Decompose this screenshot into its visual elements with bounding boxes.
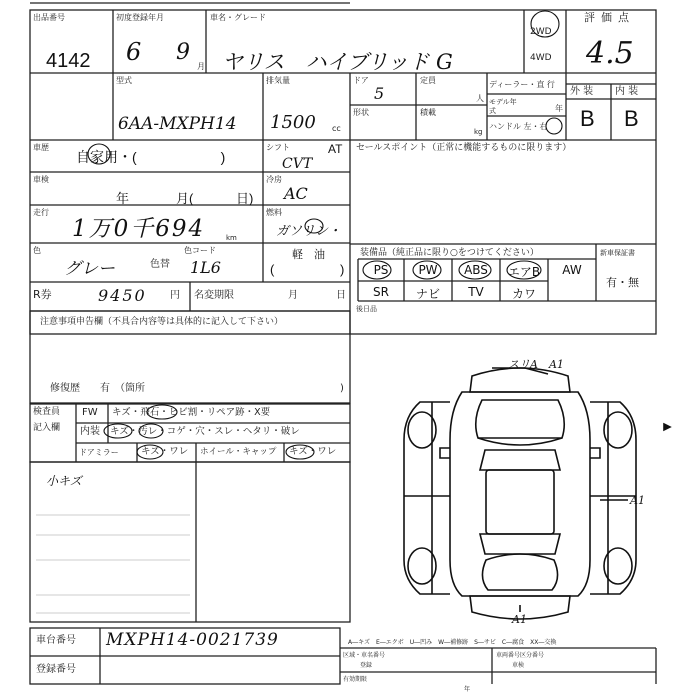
dealer-label: ディーラー・直 行 (489, 80, 555, 89)
yen-unit: 円 (170, 290, 180, 301)
recycle-value: 9450 (98, 286, 147, 305)
car-name: ヤリス ハイブリッド G (222, 50, 453, 74)
door-label: ドア (353, 76, 369, 85)
interior-label: 内 装 (615, 86, 639, 97)
shift-label: シフト (266, 143, 290, 152)
drive-4wd: 4WD (530, 53, 552, 63)
usage-value: 自家用・( ) (76, 149, 226, 165)
model-year-label: モデル年式 (489, 98, 517, 115)
km-unit: km (226, 234, 237, 242)
inspection-year-text: 年 (116, 191, 130, 206)
registration-number-label: 登録番号 (36, 664, 76, 675)
mileage-label: 走行 (33, 208, 49, 217)
footer-small-5: 有効期限 (343, 676, 368, 683)
exterior-grade: B (580, 106, 595, 131)
selling-points-label: セールスポイント（正常に機能するものに限ります） (356, 143, 572, 153)
first-registration-label: 初度登録年月 (116, 13, 164, 22)
inspection-label: 車検 (33, 175, 49, 184)
inspection-month-text: 月( (176, 191, 194, 206)
lot-number: 4142 (46, 50, 91, 72)
capacity-label: 定員 (420, 76, 436, 85)
inspector-mirror-head: ドアミラー (79, 448, 119, 457)
diagram-legend: A―キズ E―エクボ U―凹み W―補修跡 S―サビ C―腐食 XX―交換 (348, 639, 557, 646)
load-label: 積載 (420, 108, 436, 117)
equipment-label: 装備品（純正品に限り○をつけてください） (360, 248, 539, 258)
name-change-month: 月 (288, 290, 298, 301)
inspection-day-text: 日) (236, 191, 254, 206)
exterior-label: 外 装 (570, 86, 594, 97)
door-count: 5 (374, 84, 385, 103)
new-warranty-label: 新車保証書 (600, 249, 635, 257)
drive-2wd: 2WD (530, 27, 552, 37)
diagram-top-annotation: スリA A1 (508, 358, 564, 371)
displacement-label: 排気量 (266, 76, 290, 85)
circle-handle-mark (546, 118, 562, 134)
lot-number-label: 出品番号 (33, 13, 65, 22)
footer-small-1: 区域・車名番号 (343, 652, 386, 659)
score-label: 評価点 (584, 11, 635, 24)
equipment-aw: AW (562, 263, 582, 277)
first-registration-year: 6 (126, 38, 142, 66)
equipment-abs: ABS (464, 263, 488, 277)
notes-label: 注意事項申告欄（不具合内容等は具体的に記入して下さい） (40, 317, 284, 327)
shift-at: AT (328, 142, 343, 156)
inspector-interior-items: キズ・汚レ・コゲ・穴・スレ・ヘタリ・破レ (110, 426, 300, 437)
displacement: 1500 (270, 112, 316, 133)
equipment-leather: カワ (511, 287, 536, 301)
diagram-right-annotation: A1 (630, 494, 645, 507)
inspector-label-bottom: 記入欄 (33, 423, 61, 433)
load-unit: kg (474, 128, 483, 136)
inspector-fw-items: キズ・飛石・ヒビ割・リペア跡・X要 (112, 407, 271, 418)
name-change-day: 日 (336, 290, 346, 301)
diagram-bottom-annotation: A1 (512, 613, 527, 626)
inspector-wheel-items: キズ・ワレ (289, 446, 337, 457)
mileage-value: 1万0千694 (72, 216, 206, 242)
car-name-label: 車名・グレード (210, 13, 266, 22)
footer-small-3: 車両番号区分番号 (496, 652, 545, 659)
color-code-label: 色コード (184, 246, 216, 255)
name-change-label: 名変期限 (194, 290, 234, 301)
capacity-unit: 人 (476, 94, 484, 103)
repair-history-close: ) (340, 383, 344, 394)
equipment-pw: PW (418, 263, 438, 277)
equipment-navi: ナビ (415, 287, 440, 301)
equipment-sr: SR (373, 285, 389, 299)
fuel-diesel: 軽 油 (292, 249, 325, 261)
inspector-fw-head: FW (82, 407, 98, 418)
ac-value: AC (284, 184, 308, 203)
equipment-airbag: エアB (507, 265, 541, 279)
footer-small-4: 車検 (512, 662, 525, 669)
fuel-label: 燃料 (266, 208, 282, 217)
equipment-ps: PS (373, 263, 389, 277)
footer-small-2: 登録 (360, 662, 373, 669)
model-code: 6AA-MXPH14 (118, 114, 237, 134)
shape-label: 形状 (353, 108, 369, 117)
first-registration-month: 9 (176, 40, 190, 65)
diesel-paren-open: ( (270, 262, 275, 277)
inspector-mirror-items: キズ・ワレ (141, 446, 189, 457)
inspector-wheel-head: ホイール・キャップ (200, 447, 277, 457)
chassis-number: MXPH14-0021739 (106, 630, 279, 650)
evaluation-score: 4.5 (586, 36, 634, 71)
repair-history-label: 修復歴 有 （箇所 (50, 383, 145, 394)
handwritten-note: 小キズ (46, 474, 82, 488)
warranty-value: 有・無 (606, 277, 639, 289)
month-unit: 月 (197, 62, 205, 71)
color-change-label: 色替 (150, 259, 170, 270)
year-unit: 年 (555, 104, 563, 113)
cc-unit: cc (332, 124, 341, 133)
color-code: 1L6 (190, 258, 221, 277)
recycle-label: R券 (33, 288, 52, 301)
model-label: 型式 (116, 76, 132, 85)
shift-type: CVT (282, 156, 313, 172)
color-value: グレー (64, 259, 115, 279)
inspector-interior-head: 内装 (80, 426, 100, 437)
ac-label: 冷房 (266, 175, 282, 184)
color-label: 色 (33, 246, 41, 255)
later-items-label: 後日品 (356, 305, 377, 313)
handle-label: ハンドル 左・右 (489, 122, 548, 131)
diesel-paren-close: ) (340, 262, 345, 277)
chassis-number-label: 車台番号 (36, 635, 76, 646)
interior-grade: B (624, 106, 639, 131)
footer-small-6: 年 (464, 686, 471, 693)
fuel-gasoline: ガソリン・ (276, 224, 342, 239)
equipment-tv: TV (468, 285, 484, 299)
usage-label: 車歴 (33, 143, 49, 152)
inspector-label-top: 検査員 (33, 407, 61, 417)
